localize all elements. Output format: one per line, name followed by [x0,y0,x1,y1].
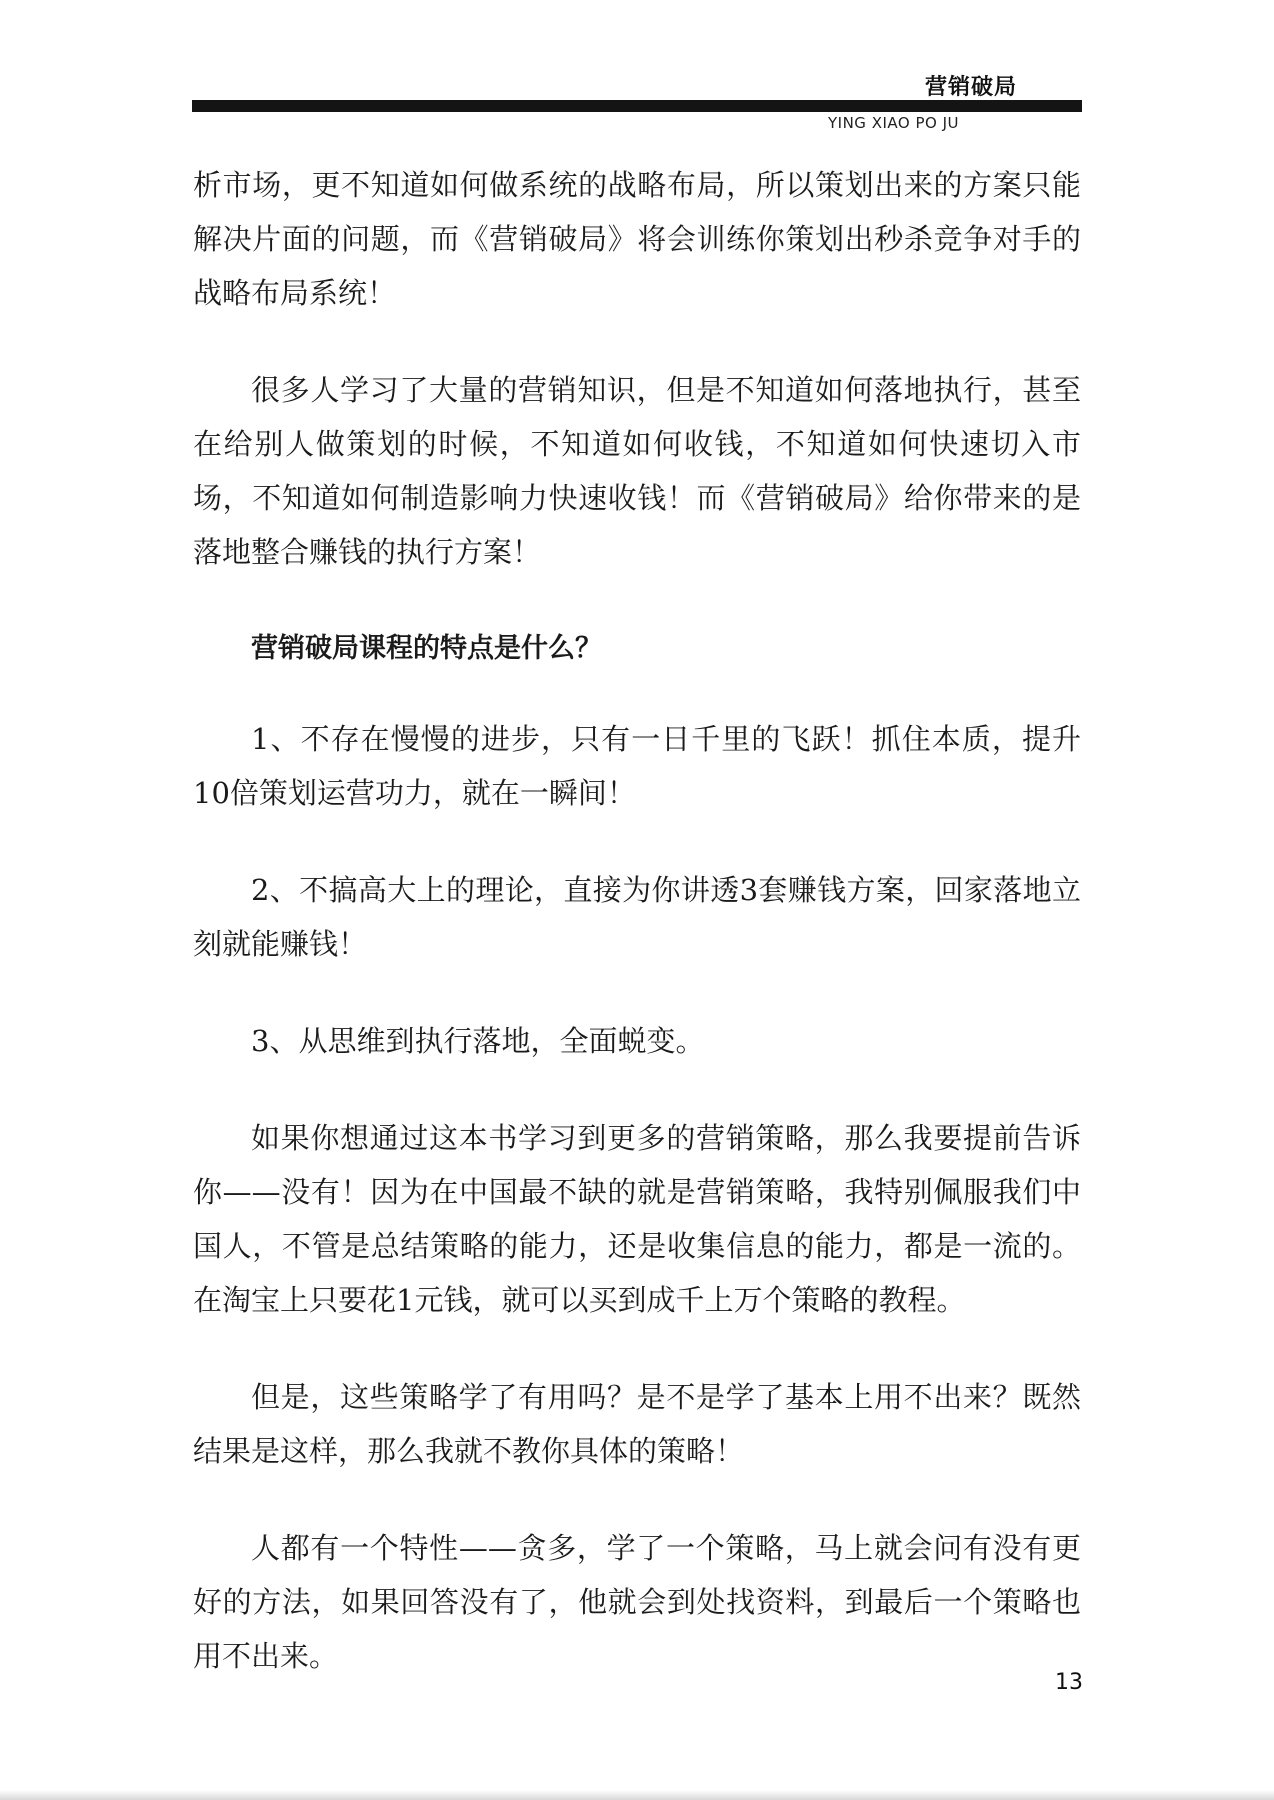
paragraph-continued: 析市场，更不知道如何做系统的战略布局，所以策划出来的方案只能解决片面的问题，而《营销破局》将会训练你策划出秒杀竞争对手的战略布局系统！ [193,168,1081,310]
header-rule [192,100,1082,112]
running-header-title: 营销破局 [925,75,1018,100]
paragraph: 如果你想通过这本书学习到更多的营销策略，那么我要提前告诉你——没有！因为在中国最不缺的就是营销策略，我特别佩服我们中国人，不管是总结策略的能力，还是收集信息的能力，都是一流的。在淘宝上只要花1元钱，就可以买到成千上万个策略的教程。 [193,1121,1081,1317]
running-header-pinyin: YING XIAO PO JU [828,114,959,132]
list-item-3: 3、从思维到执行落地，全面蜕变。 [251,1024,705,1058]
body-text [193,158,1081,1726]
list-item-1: 1、不存在慢慢的进步，只有一日千里的飞跃！抓住本质，提升10倍策划运营功力，就在一瞬间！ [193,722,1081,810]
paragraph: 但是，这些策略学了有用吗？是不是学了基本上用不出来？既然结果是这样，那么我就不教你具体的策略！ [193,1380,1081,1468]
scan-edge [0,1790,1274,1800]
paragraph: 人都有一个特性——贪多，学了一个策略，马上就会问有没有更好的方法，如果回答没有了，他就会到处找资料，到最后一个策略也用不出来。 [193,1531,1081,1673]
section-heading: 营销破局课程的特点是什么？ [251,633,602,664]
page-number: 13 [1055,1670,1083,1695]
paragraph: 很多人学习了大量的营销知识，但是不知道如何落地执行，甚至在给别人做策划的时候，不知道如何收钱，不知道如何快速切入市场，不知道如何制造影响力快速收钱！而《营销破局》给你带来的是落地整合赚钱的执行方案！ [193,373,1081,569]
list-item-2: 2、不搞高大上的理论，直接为你讲透3套赚钱方案，回家落地立刻就能赚钱！ [193,873,1081,961]
